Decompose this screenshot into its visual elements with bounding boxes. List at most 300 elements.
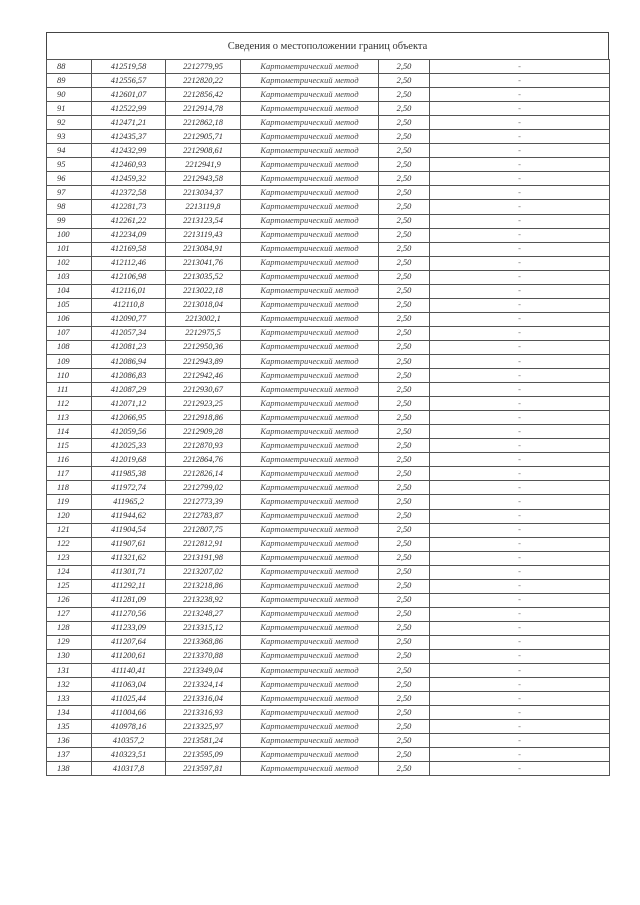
method-cell: Картометрический метод xyxy=(241,411,379,425)
point-number-cell: 125 xyxy=(47,579,92,593)
method-cell: Картометрический метод xyxy=(241,439,379,453)
method-cell: Картометрический метод xyxy=(241,678,379,692)
accuracy-cell: 2,50 xyxy=(379,88,430,102)
table-row xyxy=(47,411,610,425)
accuracy-cell: 2,50 xyxy=(379,369,430,383)
table-row xyxy=(47,88,610,102)
x-coordinate-cell: 412059,56 xyxy=(92,425,166,439)
method-cell: Картометрический метод xyxy=(241,284,379,298)
point-number-cell: 136 xyxy=(47,734,92,748)
y-coordinate-cell: 2212909,28 xyxy=(166,425,241,439)
x-coordinate-cell: 412086,83 xyxy=(92,369,166,383)
table-row xyxy=(47,102,610,116)
description-cell: - xyxy=(430,383,610,397)
accuracy-cell: 2,50 xyxy=(379,509,430,523)
description-cell: - xyxy=(430,720,610,734)
method-cell: Картометрический метод xyxy=(241,354,379,368)
accuracy-cell: 2,50 xyxy=(379,607,430,621)
x-coordinate-cell: 412234,09 xyxy=(92,228,166,242)
accuracy-cell: 2,50 xyxy=(379,720,430,734)
method-cell: Картометрический метод xyxy=(241,200,379,214)
point-number-cell: 121 xyxy=(47,523,92,537)
y-coordinate-cell: 2212870,93 xyxy=(166,439,241,453)
point-number-cell: 91 xyxy=(47,102,92,116)
point-number-cell: 109 xyxy=(47,354,92,368)
method-cell: Картометрический метод xyxy=(241,130,379,144)
table-row xyxy=(47,706,610,720)
table-row xyxy=(47,720,610,734)
method-cell: Картометрический метод xyxy=(241,720,379,734)
description-cell: - xyxy=(430,158,610,172)
y-coordinate-cell: 2213370,88 xyxy=(166,649,241,663)
method-cell: Картометрический метод xyxy=(241,88,379,102)
point-number-cell: 132 xyxy=(47,678,92,692)
y-coordinate-cell: 2212779,95 xyxy=(166,60,241,74)
y-coordinate-cell: 2213119,8 xyxy=(166,200,241,214)
y-coordinate-cell: 2213315,12 xyxy=(166,621,241,635)
description-cell: - xyxy=(430,439,610,453)
point-number-cell: 108 xyxy=(47,340,92,354)
accuracy-cell: 2,50 xyxy=(379,762,430,776)
accuracy-cell: 2,50 xyxy=(379,130,430,144)
x-coordinate-cell: 411281,09 xyxy=(92,593,166,607)
description-cell: - xyxy=(430,692,610,706)
description-cell: - xyxy=(430,565,610,579)
description-cell: - xyxy=(430,593,610,607)
accuracy-cell: 2,50 xyxy=(379,74,430,88)
description-cell: - xyxy=(430,144,610,158)
coordinates-table-body xyxy=(47,60,610,776)
y-coordinate-cell: 2213581,24 xyxy=(166,734,241,748)
accuracy-cell: 2,50 xyxy=(379,256,430,270)
accuracy-cell: 2,50 xyxy=(379,495,430,509)
x-coordinate-cell: 412066,95 xyxy=(92,411,166,425)
accuracy-cell: 2,50 xyxy=(379,354,430,368)
description-cell: - xyxy=(430,607,610,621)
accuracy-cell: 2,50 xyxy=(379,635,430,649)
table-row xyxy=(47,762,610,776)
table-row xyxy=(47,649,610,663)
accuracy-cell: 2,50 xyxy=(379,411,430,425)
accuracy-cell: 2,50 xyxy=(379,326,430,340)
y-coordinate-cell: 2212975,5 xyxy=(166,326,241,340)
point-number-cell: 102 xyxy=(47,256,92,270)
x-coordinate-cell: 412556,57 xyxy=(92,74,166,88)
y-coordinate-cell: 2212812,91 xyxy=(166,537,241,551)
description-cell: - xyxy=(430,270,610,284)
description-cell: - xyxy=(430,200,610,214)
table-row xyxy=(47,551,610,565)
accuracy-cell: 2,50 xyxy=(379,186,430,200)
method-cell: Картометрический метод xyxy=(241,214,379,228)
y-coordinate-cell: 2213595,09 xyxy=(166,748,241,762)
y-coordinate-cell: 2212864,76 xyxy=(166,453,241,467)
method-cell: Картометрический метод xyxy=(241,593,379,607)
table-row xyxy=(47,523,610,537)
table-row xyxy=(47,537,610,551)
point-number-cell: 120 xyxy=(47,509,92,523)
point-number-cell: 110 xyxy=(47,369,92,383)
point-number-cell: 115 xyxy=(47,439,92,453)
point-number-cell: 124 xyxy=(47,565,92,579)
method-cell: Картометрический метод xyxy=(241,326,379,340)
point-number-cell: 98 xyxy=(47,200,92,214)
accuracy-cell: 2,50 xyxy=(379,734,430,748)
point-number-cell: 105 xyxy=(47,298,92,312)
x-coordinate-cell: 412057,34 xyxy=(92,326,166,340)
table-row xyxy=(47,158,610,172)
x-coordinate-cell: 410978,16 xyxy=(92,720,166,734)
method-cell: Картометрический метод xyxy=(241,607,379,621)
description-cell: - xyxy=(430,748,610,762)
description-cell: - xyxy=(430,74,610,88)
accuracy-cell: 2,50 xyxy=(379,706,430,720)
x-coordinate-cell: 412519,58 xyxy=(92,60,166,74)
table-row xyxy=(47,354,610,368)
table-row xyxy=(47,495,610,509)
accuracy-cell: 2,50 xyxy=(379,284,430,298)
accuracy-cell: 2,50 xyxy=(379,551,430,565)
accuracy-cell: 2,50 xyxy=(379,214,430,228)
x-coordinate-cell: 412025,33 xyxy=(92,439,166,453)
x-coordinate-cell: 411140,41 xyxy=(92,664,166,678)
accuracy-cell: 2,50 xyxy=(379,242,430,256)
x-coordinate-cell: 411292,11 xyxy=(92,579,166,593)
table-row xyxy=(47,635,610,649)
point-number-cell: 94 xyxy=(47,144,92,158)
table-row xyxy=(47,312,610,326)
x-coordinate-cell: 411233,09 xyxy=(92,621,166,635)
y-coordinate-cell: 2212923,25 xyxy=(166,397,241,411)
description-cell: - xyxy=(430,369,610,383)
accuracy-cell: 2,50 xyxy=(379,397,430,411)
point-number-cell: 90 xyxy=(47,88,92,102)
y-coordinate-cell: 2212799,02 xyxy=(166,481,241,495)
accuracy-cell: 2,50 xyxy=(379,270,430,284)
x-coordinate-cell: 412112,46 xyxy=(92,256,166,270)
accuracy-cell: 2,50 xyxy=(379,579,430,593)
method-cell: Картометрический метод xyxy=(241,102,379,116)
point-number-cell: 104 xyxy=(47,284,92,298)
description-cell: - xyxy=(430,523,610,537)
table-row xyxy=(47,340,610,354)
method-cell: Картометрический метод xyxy=(241,312,379,326)
method-cell: Картометрический метод xyxy=(241,621,379,635)
point-number-cell: 106 xyxy=(47,312,92,326)
y-coordinate-cell: 2212820,22 xyxy=(166,74,241,88)
point-number-cell: 133 xyxy=(47,692,92,706)
description-cell: - xyxy=(430,762,610,776)
y-coordinate-cell: 2213597,81 xyxy=(166,762,241,776)
x-coordinate-cell: 412110,8 xyxy=(92,298,166,312)
description-cell: - xyxy=(430,340,610,354)
description-cell: - xyxy=(430,284,610,298)
table-row xyxy=(47,467,610,481)
point-number-cell: 126 xyxy=(47,593,92,607)
sheet-title: Сведения о местоположении границ объекта xyxy=(46,32,609,59)
table-row xyxy=(47,664,610,678)
accuracy-cell: 2,50 xyxy=(379,692,430,706)
x-coordinate-cell: 411200,61 xyxy=(92,649,166,663)
accuracy-cell: 2,50 xyxy=(379,340,430,354)
method-cell: Картометрический метод xyxy=(241,706,379,720)
x-coordinate-cell: 410357,2 xyxy=(92,734,166,748)
method-cell: Картометрический метод xyxy=(241,565,379,579)
y-coordinate-cell: 2213218,86 xyxy=(166,579,241,593)
point-number-cell: 129 xyxy=(47,635,92,649)
y-coordinate-cell: 2212908,61 xyxy=(166,144,241,158)
method-cell: Картометрический метод xyxy=(241,453,379,467)
point-number-cell: 130 xyxy=(47,649,92,663)
table-row xyxy=(47,130,610,144)
table-row xyxy=(47,734,610,748)
y-coordinate-cell: 2213084,91 xyxy=(166,242,241,256)
x-coordinate-cell: 412601,07 xyxy=(92,88,166,102)
x-coordinate-cell: 412019,68 xyxy=(92,453,166,467)
description-cell: - xyxy=(430,425,610,439)
y-coordinate-cell: 2213207,02 xyxy=(166,565,241,579)
accuracy-cell: 2,50 xyxy=(379,593,430,607)
method-cell: Картометрический метод xyxy=(241,649,379,663)
method-cell: Картометрический метод xyxy=(241,537,379,551)
x-coordinate-cell: 411965,2 xyxy=(92,495,166,509)
description-cell: - xyxy=(430,242,610,256)
table-row xyxy=(47,692,610,706)
point-number-cell: 112 xyxy=(47,397,92,411)
accuracy-cell: 2,50 xyxy=(379,523,430,537)
x-coordinate-cell: 411904,54 xyxy=(92,523,166,537)
method-cell: Картометрический метод xyxy=(241,467,379,481)
point-number-cell: 135 xyxy=(47,720,92,734)
x-coordinate-cell: 412086,94 xyxy=(92,354,166,368)
method-cell: Картометрический метод xyxy=(241,734,379,748)
point-number-cell: 118 xyxy=(47,481,92,495)
method-cell: Картометрический метод xyxy=(241,270,379,284)
table-row xyxy=(47,397,610,411)
y-coordinate-cell: 2213248,27 xyxy=(166,607,241,621)
x-coordinate-cell: 412432,99 xyxy=(92,144,166,158)
description-cell: - xyxy=(430,186,610,200)
x-coordinate-cell: 411985,38 xyxy=(92,467,166,481)
x-coordinate-cell: 412372,58 xyxy=(92,186,166,200)
description-cell: - xyxy=(430,214,610,228)
x-coordinate-cell: 412087,29 xyxy=(92,383,166,397)
point-number-cell: 119 xyxy=(47,495,92,509)
description-cell: - xyxy=(430,551,610,565)
description-cell: - xyxy=(430,102,610,116)
method-cell: Картометрический метод xyxy=(241,495,379,509)
y-coordinate-cell: 2213002,1 xyxy=(166,312,241,326)
y-coordinate-cell: 2212856,42 xyxy=(166,88,241,102)
description-cell: - xyxy=(430,354,610,368)
accuracy-cell: 2,50 xyxy=(379,649,430,663)
x-coordinate-cell: 411063,04 xyxy=(92,678,166,692)
y-coordinate-cell: 2212918,86 xyxy=(166,411,241,425)
table-row xyxy=(47,214,610,228)
description-cell: - xyxy=(430,678,610,692)
x-coordinate-cell: 412116,01 xyxy=(92,284,166,298)
accuracy-cell: 2,50 xyxy=(379,748,430,762)
description-cell: - xyxy=(430,228,610,242)
y-coordinate-cell: 2213368,86 xyxy=(166,635,241,649)
x-coordinate-cell: 411301,71 xyxy=(92,565,166,579)
point-number-cell: 137 xyxy=(47,748,92,762)
method-cell: Картометрический метод xyxy=(241,256,379,270)
table-row xyxy=(47,383,610,397)
y-coordinate-cell: 2212826,14 xyxy=(166,467,241,481)
description-cell: - xyxy=(430,326,610,340)
method-cell: Картометрический метод xyxy=(241,523,379,537)
description-cell: - xyxy=(430,706,610,720)
method-cell: Картометрический метод xyxy=(241,509,379,523)
method-cell: Картометрический метод xyxy=(241,186,379,200)
x-coordinate-cell: 411004,66 xyxy=(92,706,166,720)
method-cell: Картометрический метод xyxy=(241,369,379,383)
point-number-cell: 103 xyxy=(47,270,92,284)
description-cell: - xyxy=(430,579,610,593)
method-cell: Картометрический метод xyxy=(241,116,379,130)
description-cell: - xyxy=(430,537,610,551)
x-coordinate-cell: 412281,73 xyxy=(92,200,166,214)
table-row xyxy=(47,200,610,214)
description-cell: - xyxy=(430,481,610,495)
table-row xyxy=(47,298,610,312)
table-row xyxy=(47,678,610,692)
x-coordinate-cell: 412090,77 xyxy=(92,312,166,326)
table-row xyxy=(47,481,610,495)
x-coordinate-cell: 411207,64 xyxy=(92,635,166,649)
x-coordinate-cell: 410317,8 xyxy=(92,762,166,776)
point-number-cell: 89 xyxy=(47,74,92,88)
point-number-cell: 116 xyxy=(47,453,92,467)
point-number-cell: 117 xyxy=(47,467,92,481)
x-coordinate-cell: 411270,56 xyxy=(92,607,166,621)
description-cell: - xyxy=(430,256,610,270)
method-cell: Картометрический метод xyxy=(241,551,379,565)
accuracy-cell: 2,50 xyxy=(379,298,430,312)
method-cell: Картометрический метод xyxy=(241,425,379,439)
point-number-cell: 111 xyxy=(47,383,92,397)
x-coordinate-cell: 412435,37 xyxy=(92,130,166,144)
accuracy-cell: 2,50 xyxy=(379,425,430,439)
y-coordinate-cell: 2212942,46 xyxy=(166,369,241,383)
table-row xyxy=(47,172,610,186)
description-cell: - xyxy=(430,734,610,748)
y-coordinate-cell: 2213316,93 xyxy=(166,706,241,720)
y-coordinate-cell: 2212807,75 xyxy=(166,523,241,537)
method-cell: Картометрический метод xyxy=(241,748,379,762)
method-cell: Картометрический метод xyxy=(241,228,379,242)
y-coordinate-cell: 2212943,58 xyxy=(166,172,241,186)
accuracy-cell: 2,50 xyxy=(379,481,430,495)
point-number-cell: 100 xyxy=(47,228,92,242)
table-row xyxy=(47,256,610,270)
y-coordinate-cell: 2213035,52 xyxy=(166,270,241,284)
description-cell: - xyxy=(430,312,610,326)
point-number-cell: 123 xyxy=(47,551,92,565)
method-cell: Картометрический метод xyxy=(241,340,379,354)
description-cell: - xyxy=(430,635,610,649)
x-coordinate-cell: 412522,99 xyxy=(92,102,166,116)
method-cell: Картометрический метод xyxy=(241,298,379,312)
description-cell: - xyxy=(430,495,610,509)
table-row xyxy=(47,565,610,579)
table-row xyxy=(47,748,610,762)
accuracy-cell: 2,50 xyxy=(379,439,430,453)
table-row xyxy=(47,607,610,621)
y-coordinate-cell: 2213191,98 xyxy=(166,551,241,565)
x-coordinate-cell: 412459,32 xyxy=(92,172,166,186)
accuracy-cell: 2,50 xyxy=(379,537,430,551)
table-row xyxy=(47,144,610,158)
description-cell: - xyxy=(430,130,610,144)
method-cell: Картометрический метод xyxy=(241,158,379,172)
description-cell: - xyxy=(430,298,610,312)
x-coordinate-cell: 412169,58 xyxy=(92,242,166,256)
y-coordinate-cell: 2212941,9 xyxy=(166,158,241,172)
accuracy-cell: 2,50 xyxy=(379,158,430,172)
x-coordinate-cell: 410323,51 xyxy=(92,748,166,762)
point-number-cell: 93 xyxy=(47,130,92,144)
method-cell: Картометрический метод xyxy=(241,74,379,88)
accuracy-cell: 2,50 xyxy=(379,200,430,214)
y-coordinate-cell: 2213123,54 xyxy=(166,214,241,228)
accuracy-cell: 2,50 xyxy=(379,228,430,242)
description-cell: - xyxy=(430,411,610,425)
point-number-cell: 97 xyxy=(47,186,92,200)
method-cell: Картометрический метод xyxy=(241,60,379,74)
x-coordinate-cell: 411972,74 xyxy=(92,481,166,495)
table-row xyxy=(47,579,610,593)
description-cell: - xyxy=(430,664,610,678)
table-row xyxy=(47,186,610,200)
accuracy-cell: 2,50 xyxy=(379,678,430,692)
table-row xyxy=(47,439,610,453)
table-row xyxy=(47,60,610,74)
accuracy-cell: 2,50 xyxy=(379,312,430,326)
x-coordinate-cell: 411025,44 xyxy=(92,692,166,706)
method-cell: Картометрический метод xyxy=(241,242,379,256)
accuracy-cell: 2,50 xyxy=(379,621,430,635)
method-cell: Картометрический метод xyxy=(241,144,379,158)
point-number-cell: 131 xyxy=(47,664,92,678)
x-coordinate-cell: 411907,61 xyxy=(92,537,166,551)
y-coordinate-cell: 2212862,18 xyxy=(166,116,241,130)
x-coordinate-cell: 412460,93 xyxy=(92,158,166,172)
description-cell: - xyxy=(430,467,610,481)
y-coordinate-cell: 2212773,39 xyxy=(166,495,241,509)
table-row xyxy=(47,593,610,607)
accuracy-cell: 2,50 xyxy=(379,172,430,186)
x-coordinate-cell: 412261,22 xyxy=(92,214,166,228)
point-number-cell: 92 xyxy=(47,116,92,130)
y-coordinate-cell: 2212930,67 xyxy=(166,383,241,397)
table-row xyxy=(47,270,610,284)
y-coordinate-cell: 2213119,43 xyxy=(166,228,241,242)
point-number-cell: 128 xyxy=(47,621,92,635)
method-cell: Картометрический метод xyxy=(241,762,379,776)
y-coordinate-cell: 2213325,97 xyxy=(166,720,241,734)
coordinates-table xyxy=(46,59,610,776)
point-number-cell: 96 xyxy=(47,172,92,186)
y-coordinate-cell: 2213316,04 xyxy=(166,692,241,706)
method-cell: Картометрический метод xyxy=(241,481,379,495)
accuracy-cell: 2,50 xyxy=(379,60,430,74)
table-row xyxy=(47,284,610,298)
y-coordinate-cell: 2212950,36 xyxy=(166,340,241,354)
y-coordinate-cell: 2213349,04 xyxy=(166,664,241,678)
accuracy-cell: 2,50 xyxy=(379,116,430,130)
